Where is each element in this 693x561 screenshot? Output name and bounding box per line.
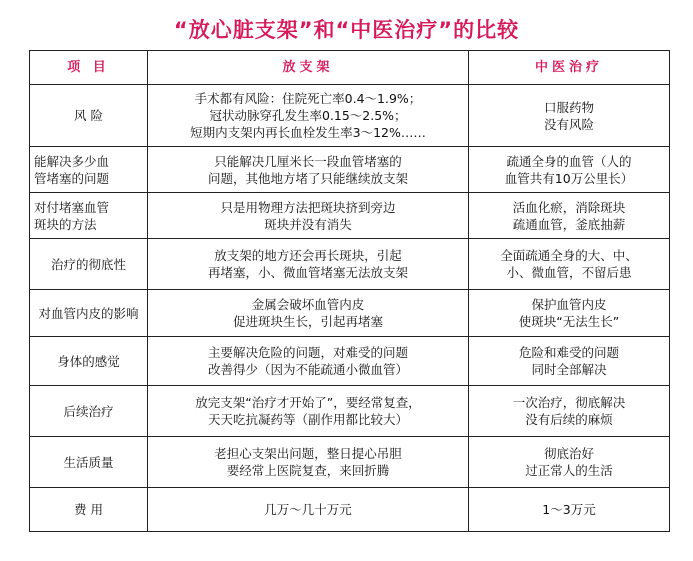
table-row bbox=[30, 147, 670, 193]
row-item-cell bbox=[30, 85, 148, 147]
row-item-cell bbox=[30, 488, 148, 532]
cell-text bbox=[74, 107, 103, 124]
cell-line: 只是用物理方法把斑块挤到旁边 bbox=[220, 199, 396, 215]
row-stent-cell bbox=[148, 337, 469, 386]
row-tcm-cell bbox=[469, 85, 670, 147]
table-row bbox=[30, 239, 670, 290]
cell-line: 金属会破坏血管内皮 bbox=[251, 297, 365, 312]
row-item-cell bbox=[30, 337, 148, 386]
table-row bbox=[30, 290, 670, 337]
cell-text bbox=[51, 256, 126, 273]
cell-line: 天天吃抗凝药等（副作用都比较大） bbox=[207, 412, 408, 427]
cell-text bbox=[57, 353, 120, 370]
cell-line: 彻底治好 bbox=[543, 446, 594, 461]
cell-line: 斑块的方法 bbox=[34, 216, 97, 232]
header-row bbox=[30, 51, 670, 85]
cell-line: 1～3万元 bbox=[542, 502, 596, 517]
cell-line: 斑块并没有消失 bbox=[264, 216, 352, 232]
cell-text bbox=[473, 153, 665, 187]
cell-line: 身体的感觉 bbox=[57, 353, 120, 369]
header-tcm: 中医治疗 bbox=[469, 51, 670, 85]
row-item-cell bbox=[30, 386, 148, 437]
table-row bbox=[30, 337, 670, 386]
cell-line: 费 用 bbox=[74, 502, 103, 517]
cell-line: 只能解决几厘米长一段血管堵塞的 bbox=[214, 153, 402, 169]
cell-text bbox=[473, 344, 665, 378]
row-stent-cell bbox=[148, 488, 469, 532]
cell-line: 危险和难受的问题 bbox=[518, 345, 619, 360]
cell-line: 的影响 bbox=[101, 305, 139, 321]
row-item-cell bbox=[30, 193, 148, 239]
row-tcm-cell bbox=[469, 386, 670, 437]
header-item: 项 目 bbox=[30, 51, 148, 85]
header-stent: 放支架 bbox=[148, 51, 469, 85]
cell-line: 促进斑块生长，引起再堵塞 bbox=[232, 314, 383, 329]
cell-line: 保护血管内皮 bbox=[531, 297, 607, 312]
cell-line: 改善得少（因为不能疏通小微血管） bbox=[207, 362, 408, 377]
row-stent-cell bbox=[148, 290, 469, 337]
cell-text bbox=[38, 305, 138, 322]
cell-text bbox=[473, 296, 665, 330]
row-tcm-cell bbox=[469, 239, 670, 290]
cell-text bbox=[63, 403, 113, 420]
cell-line: 疏通全身的血管（人的 bbox=[506, 153, 632, 169]
cell-text bbox=[152, 247, 464, 281]
cell-line: 没有后续的麻烦 bbox=[525, 412, 613, 427]
cell-line: 手术都有风险：住院死亡率0.4～1.9%； bbox=[194, 91, 422, 106]
cell-text bbox=[473, 247, 665, 281]
cell-line: 冠状动脉穿孔发生率0.15～2.5%； bbox=[209, 108, 407, 123]
cell-line: 治疗的 bbox=[50, 256, 89, 272]
row-stent-cell bbox=[148, 239, 469, 290]
cell-line: 一次治疗，彻底解决 bbox=[512, 395, 626, 410]
cell-line: 主要解决危险的问题，对难受的问题 bbox=[207, 345, 408, 360]
row-item-cell bbox=[30, 290, 148, 337]
row-tcm-cell bbox=[469, 337, 670, 386]
cell-line: 小、微血管，不留后患 bbox=[506, 265, 632, 280]
row-stent-cell bbox=[148, 386, 469, 437]
cell-line: 同时全部解决 bbox=[531, 362, 607, 377]
cell-line: 使斑块“无法生长” bbox=[518, 314, 620, 329]
cell-text bbox=[152, 90, 464, 141]
cell-line: 能解决多少血 bbox=[34, 153, 110, 169]
row-stent-cell bbox=[148, 85, 469, 147]
cell-line: 后续治疗 bbox=[63, 403, 114, 419]
cell-line: 问题，其他地方堵了只能继续放支架 bbox=[207, 170, 408, 186]
row-item-cell bbox=[30, 239, 148, 290]
cell-line: 对血管内皮 bbox=[38, 305, 101, 321]
table-row bbox=[30, 437, 670, 488]
cell-text bbox=[473, 99, 665, 133]
cell-line: 放支架的地方还会再长斑块，引起 bbox=[214, 248, 402, 263]
table-row bbox=[30, 193, 670, 239]
cell-line: 生活质量 bbox=[63, 454, 114, 470]
cell-text bbox=[473, 501, 665, 518]
row-tcm-cell bbox=[469, 488, 670, 532]
comparison-table bbox=[29, 50, 670, 532]
table-row bbox=[30, 85, 670, 147]
row-stent-cell bbox=[148, 147, 469, 193]
cell-text bbox=[152, 296, 464, 330]
cell-text bbox=[152, 344, 464, 378]
row-tcm-cell bbox=[469, 193, 670, 239]
cell-text bbox=[152, 199, 464, 233]
cell-line: 活血化瘀，消除斑块 bbox=[512, 199, 626, 215]
cell-line: 风 险 bbox=[74, 108, 103, 123]
cell-line: 彻底性 bbox=[88, 256, 127, 272]
cell-line: 再堵塞，小、微血管堵塞无法放支架 bbox=[207, 265, 408, 280]
row-item-cell bbox=[30, 147, 148, 193]
cell-line: 短期内支架内再长血栓发生率3～12%…… bbox=[190, 125, 426, 140]
cell-line: 对付堵塞血管 bbox=[34, 199, 110, 215]
row-stent-cell bbox=[148, 193, 469, 239]
cell-line: 放完支架“治疗才开始了”，要经常复查， bbox=[195, 395, 421, 410]
cell-text bbox=[34, 153, 143, 187]
row-tcm-cell bbox=[469, 437, 670, 488]
cell-line: 过正常人的生活 bbox=[525, 463, 613, 478]
cell-text bbox=[63, 454, 113, 471]
cell-text bbox=[152, 445, 464, 479]
cell-line: 血管共有10万公里长） bbox=[504, 170, 634, 186]
cell-text bbox=[152, 153, 464, 187]
cell-line: 老担心支架出问题，整日提心吊胆 bbox=[214, 446, 402, 461]
row-item-cell bbox=[30, 437, 148, 488]
page-title: “放心脏支架”和“中医治疗”的比较 bbox=[173, 18, 520, 42]
cell-line: 全面疏通全身的大、中、 bbox=[500, 248, 638, 263]
cell-line: 没有风险 bbox=[543, 116, 594, 132]
cell-text bbox=[473, 199, 665, 233]
table-row bbox=[30, 386, 670, 437]
cell-text bbox=[152, 394, 464, 428]
cell-line: 要经常上医院复查，来回折腾 bbox=[226, 463, 390, 478]
cell-text bbox=[473, 445, 665, 479]
cell-text bbox=[74, 501, 103, 518]
row-tcm-cell bbox=[469, 290, 670, 337]
cell-line: 管堵塞的问题 bbox=[34, 170, 110, 186]
cell-text bbox=[34, 199, 143, 233]
cell-line: 几万～几十万元 bbox=[264, 502, 352, 517]
row-tcm-cell bbox=[469, 147, 670, 193]
cell-line: 口服药物 bbox=[543, 99, 594, 115]
row-stent-cell bbox=[148, 437, 469, 488]
table-row bbox=[30, 488, 670, 532]
cell-line: 疏通血管，釜底抽薪 bbox=[512, 216, 626, 232]
cell-text bbox=[473, 394, 665, 428]
cell-text bbox=[152, 501, 464, 518]
